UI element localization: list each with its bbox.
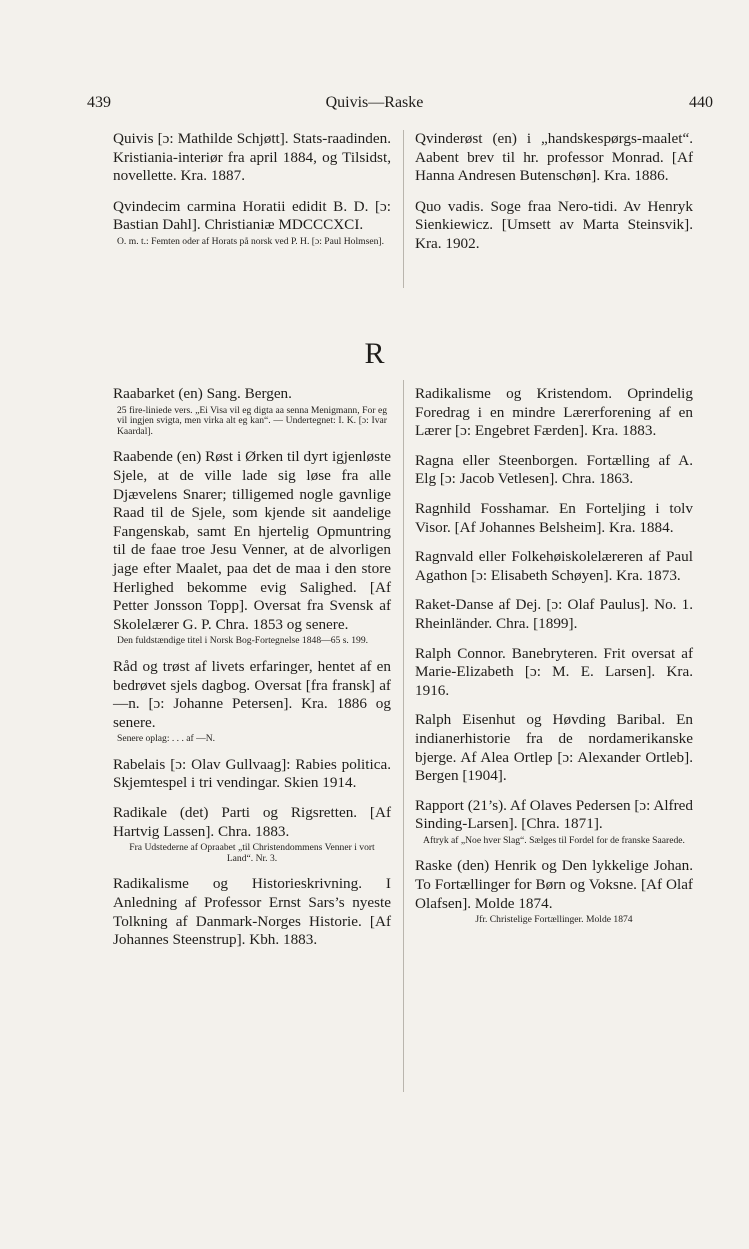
- catalog-entry: [113, 198, 391, 248]
- entry-note: Aftryk af „Noe hver Slag“. Sælges til Fordel for de franske Saarede.: [423, 834, 685, 846]
- entry-text: Quivis [ɔ: Mathilde Schjøtt]. Stats-raadinden. Kristiania-interiør fra april 1884, og Tilsidst, novellette. Kra. 1887.: [113, 130, 391, 185]
- entry-text: Ralph Connor. Banebryteren. Frit oversat af Marie-Elizabeth [ɔ: M. E. Larsen]. Kra. 1916.: [415, 644, 693, 699]
- right-column: [415, 385, 693, 926]
- catalog-entry: [415, 711, 693, 785]
- column-rule-bottom: [403, 380, 404, 1092]
- entry-note: Senere oplag: . . . af —N.: [117, 733, 216, 745]
- column-rule-top: [403, 130, 404, 288]
- entry-text: Radikalisme og Kristendom. Oprindelig Foredrag i en mindre Lærerforening af en Lærer [ɔ: Engebret Færden]. Kra. 1883.: [415, 385, 693, 440]
- catalog-entry: [415, 857, 693, 925]
- catalog-entry: [113, 756, 391, 793]
- catalog-entry: [415, 797, 693, 847]
- section-letter: R: [364, 337, 385, 370]
- page-number-left: 439: [87, 94, 111, 111]
- catalog-entry: [113, 130, 391, 186]
- entry-text: Raabende (en) Røst i Ørken til dyrt igjenløste Sjele, at de ville lade sig løse fra alle Djævelens Snarer; tilligemed nogle gavnlige Raad til de Sjele, som kjende sit aandelige Fangenskab, samt En hjertelig Opmuntring til de faae troe Jesu Venner, at de alvorligen jage efter Maalet, paa det de maa i den store Herlighed bekomme evig Salighed. [Af Petter Jonsson Topp]. Oversat fra Svensk af Skolelærer G. P. Chra. 1853 og senere.: [113, 448, 391, 633]
- entry-note: O. m. t.: Femten oder af Horats på norsk ved P. H. [ɔ: Paul Holmsen].: [117, 235, 384, 247]
- entry-note: Jfr. Christelige Fortællinger. Molde 1874: [475, 914, 633, 926]
- page-number-right: 440: [689, 94, 713, 111]
- catalog-entry: [415, 548, 693, 585]
- catalog-entry: [113, 385, 391, 437]
- catalog-entry: [415, 645, 693, 701]
- catalog-entry: [415, 452, 693, 489]
- entry-text: Radikalisme og Historieskrivning. I Anledning af Professor Ernst Sars’s nyeste Tolkning af Danmark-Norges Historie. [Af Johannes Steenstrup]. Kbh. 1883.: [113, 875, 391, 949]
- catalog-entry: [113, 804, 391, 864]
- entry-text: Qvinderøst (en) i „handskespørgs-maalet“. Aabent brev til hr. professor Monrad. [Af Hanna Andresen Butenschøn]. Kra. 1886.: [415, 130, 693, 185]
- running-head: Quivis—Raske: [325, 94, 424, 111]
- entry-text: Raabarket (en) Sang. Bergen.: [113, 385, 292, 402]
- entry-text: Rabelais [ɔ: Olav Gullvaag]: Rabies politica. Skjemtespel i tri vendingar. Skien 1914.: [113, 755, 391, 792]
- top-left-column: [113, 130, 391, 248]
- entry-text: Ralph Eisenhut og Høvding Baribal. En indianerhistorie fra de nordamerikanske bjerge. Af Alea Ortlep [ɔ: Alexander Ortleb]. Bergen [1904].: [415, 711, 693, 785]
- catalog-entry: [113, 658, 391, 745]
- catalog-entry: [415, 385, 693, 441]
- catalog-entry: [415, 596, 693, 633]
- entry-note: Fra Udstederne af Opraabet „til Christendommens Venner i vort Land“. Nr. 3.: [129, 842, 375, 864]
- catalog-entry: [113, 448, 391, 647]
- entry-text: Ragnhild Fosshamar. En Forteljing i tolv Visor. [Af Johannes Belsheim]. Kra. 1884.: [415, 499, 693, 536]
- entry-text: Quo vadis. Soge fraa Nero-tidi. Av Henryk Sienkiewicz. [Umsett av Marta Steinsvik]. Kra. 1902.: [415, 197, 693, 252]
- catalog-entry: [415, 198, 693, 254]
- entry-text: Radikale (det) Parti og Rigsretten. [Af Hartvig Lassen]. Chra. 1883.: [113, 804, 391, 840]
- entry-text: Qvindecim carmina Horatii edidit B. D. [ɔ: Bastian Dahl]. Christianiæ MDCCCXCI.: [113, 197, 391, 234]
- entry-text: Raket-Danse af Dej. [ɔ: Olaf Paulus]. No. 1. Rheinländer. Chra. [1899].: [415, 596, 693, 632]
- catalog-entry: [415, 130, 693, 186]
- entry-text: Ragnvald eller Folkehøiskolelæreren af Paul Agathon [ɔ: Elisabeth Schøyen]. Kra. 1873.: [415, 548, 693, 584]
- left-column: [113, 385, 391, 950]
- entry-note: Den fuldstændige titel i Norsk Bog-Fortegnelse 1848—65 s. 199.: [117, 635, 369, 647]
- entry-text: Råd og trøst af livets erfaringer, hentet af en bedrøvet sjels dagbog. Oversat [fra fransk] af —n. [ɔ: Johanne Petersen]. Kra. 1886 og senere.: [113, 657, 391, 731]
- entry-text: Rapport (21’s). Af Olaves Pedersen [ɔ: Alfred Sinding-Larsen]. [Chra. 1871].: [415, 796, 693, 833]
- entry-note: 25 fire-liniede vers. „Ei Visa vil eg digta aa senna Menigmann, For eg vil ingjen svigta, men virka alt eg kan“. — Undertegnet: I. K. [ɔ: Ivar Kaardal].: [117, 404, 387, 437]
- catalog-entry: [113, 875, 391, 949]
- entry-text: Ragna eller Steenborgen. Fortælling af A. Elg [ɔ: Jacob Vetlesen]. Chra. 1863.: [415, 451, 693, 488]
- catalog-entry: [415, 500, 693, 537]
- entry-text: Raske (den) Henrik og Den lykkelige Johan. To Fortællinger for Børn og Voksne. [Af Olaf Olafsen]. Molde 1874.: [415, 857, 693, 912]
- top-right-column: [415, 130, 693, 254]
